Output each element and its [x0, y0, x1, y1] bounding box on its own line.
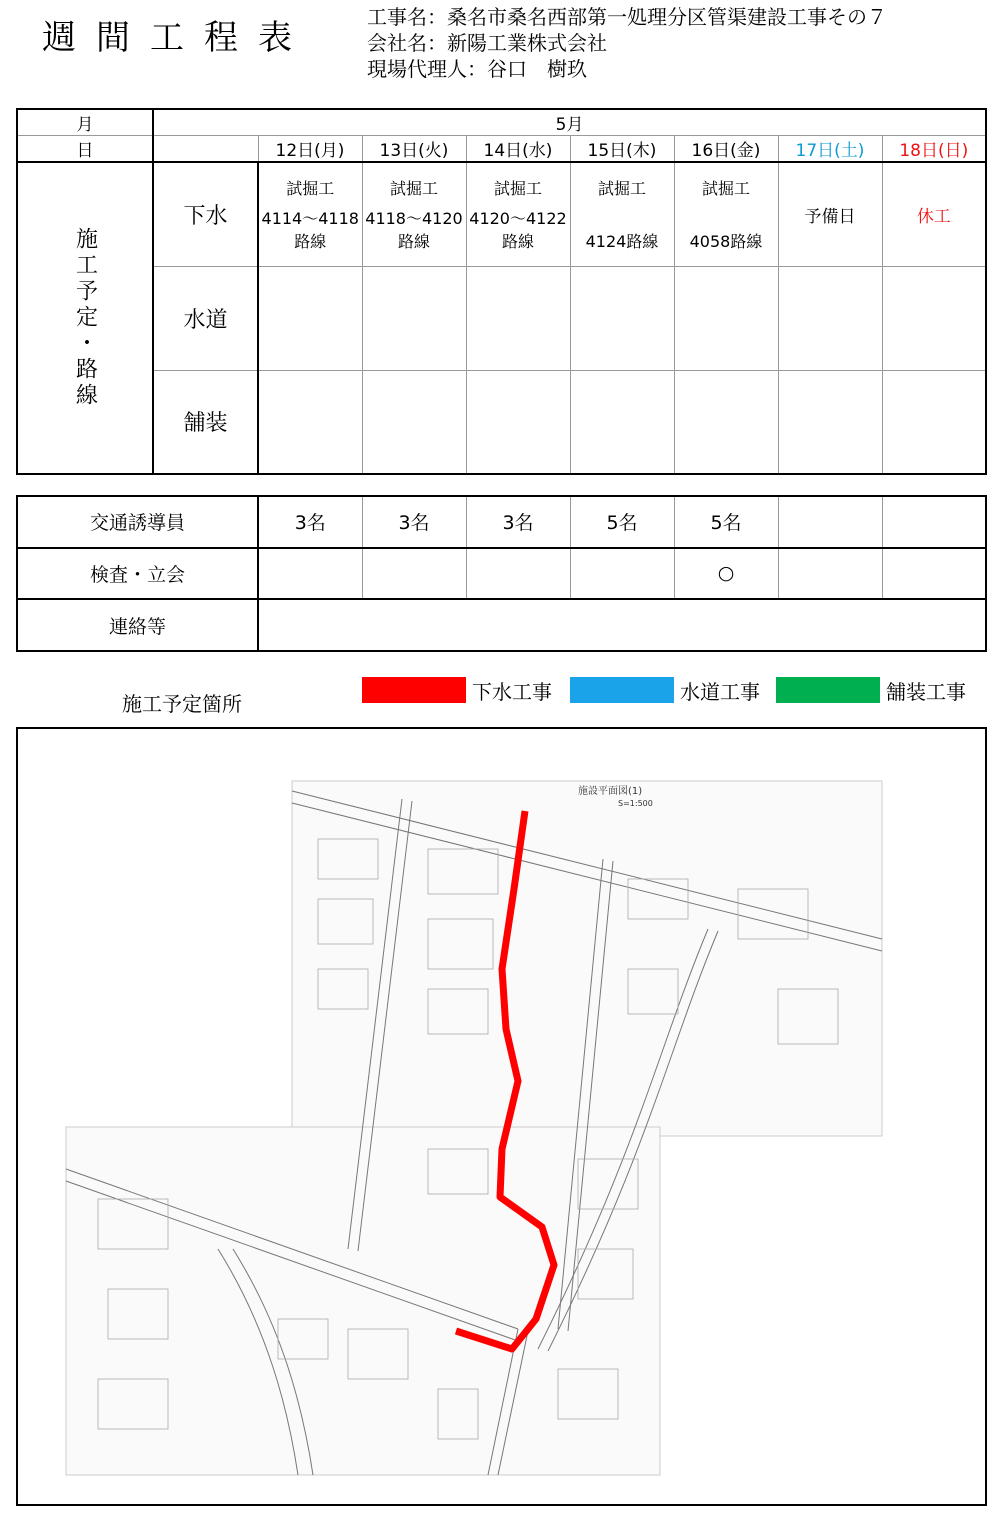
inspection-mark — [570, 548, 674, 600]
traffic-guard-count — [778, 496, 882, 548]
traffic-guard-count — [882, 496, 986, 548]
traffic-guard-count: 3名 — [362, 496, 466, 548]
traffic-guard-label: 交通誘導員 — [17, 496, 258, 548]
legend-paving: 舗装工事 — [776, 676, 966, 704]
legend-swatch-blue — [570, 677, 674, 703]
row-label-paving: 舗装 — [153, 370, 258, 474]
site-plan-drawing — [18, 729, 985, 1504]
schedule-cell: 試掘工 4124路線 — [570, 162, 674, 266]
inspection-mark — [882, 548, 986, 600]
schedule-cell: 試掘工 4118〜4120 路線 — [362, 162, 466, 266]
day-header-cell: 18日(日) — [882, 136, 986, 163]
traffic-guard-count: 5名 — [570, 496, 674, 548]
legend-swatch-green — [776, 677, 880, 703]
contact-label: 連絡等 — [17, 599, 258, 651]
traffic-guard-count: 5名 — [674, 496, 778, 548]
row-label-water: 水道 — [153, 266, 258, 370]
inspection-mark — [258, 548, 362, 600]
day-header-cell: 14日(水) — [466, 136, 570, 163]
inspection-mark: ○ — [674, 548, 778, 600]
map-sheet-upper — [292, 781, 882, 1136]
row-label-sewer: 下水 — [153, 162, 258, 266]
schedule-cell: 試掘工 4058路線 — [674, 162, 778, 266]
construction-location-label: 施工予定箇所 — [122, 692, 242, 716]
inspection-mark — [362, 548, 466, 600]
operations-table — [16, 495, 987, 652]
inspection-mark — [466, 548, 570, 600]
day-header-cell: 16日(金) — [674, 136, 778, 163]
traffic-guard-count: 3名 — [466, 496, 570, 548]
schedule-cell: 休工 — [882, 162, 986, 266]
month-value: 5月 — [153, 109, 986, 136]
page-title: 週間工程表 — [42, 18, 312, 58]
site-map-frame — [16, 727, 987, 1506]
company-name: 会社名：新陽工業株式会社 — [367, 31, 607, 55]
inspection-mark — [778, 548, 882, 600]
drawing-scale: S=1:500 — [618, 799, 653, 808]
day-header-cell: 13日(火) — [362, 136, 466, 163]
schedule-cell: 予備日 — [778, 162, 882, 266]
traffic-guard-count: 3名 — [258, 496, 362, 548]
contact-value — [258, 599, 986, 651]
day-header: 日 — [17, 136, 153, 163]
drawing-title: 施設平面図(1) — [578, 786, 643, 797]
section-label: 施工予定・路線 — [17, 162, 153, 474]
day-header-cell: 12日(月) — [258, 136, 362, 163]
inspection-label: 検査・立会 — [17, 548, 258, 600]
site-agent: 現場代理人：谷口 樹玖 — [367, 57, 587, 81]
project-name: 工事名：桑名市桑名西部第一処理分区管渠建設工事その７ — [367, 5, 887, 29]
schedule-table — [16, 108, 987, 475]
legend-water: 水道工事 — [570, 676, 760, 704]
legend-sewer: 下水工事 — [362, 676, 552, 704]
legend-swatch-red — [362, 677, 466, 703]
schedule-cell: 試掘工 4114〜4118 路線 — [258, 162, 362, 266]
schedule-cell: 試掘工 4120〜4122 路線 — [466, 162, 570, 266]
day-header-cell: 15日(木) — [570, 136, 674, 163]
month-header: 月 — [17, 109, 153, 136]
day-header-cell: 17日(土) — [778, 136, 882, 163]
project-info — [367, 4, 887, 82]
